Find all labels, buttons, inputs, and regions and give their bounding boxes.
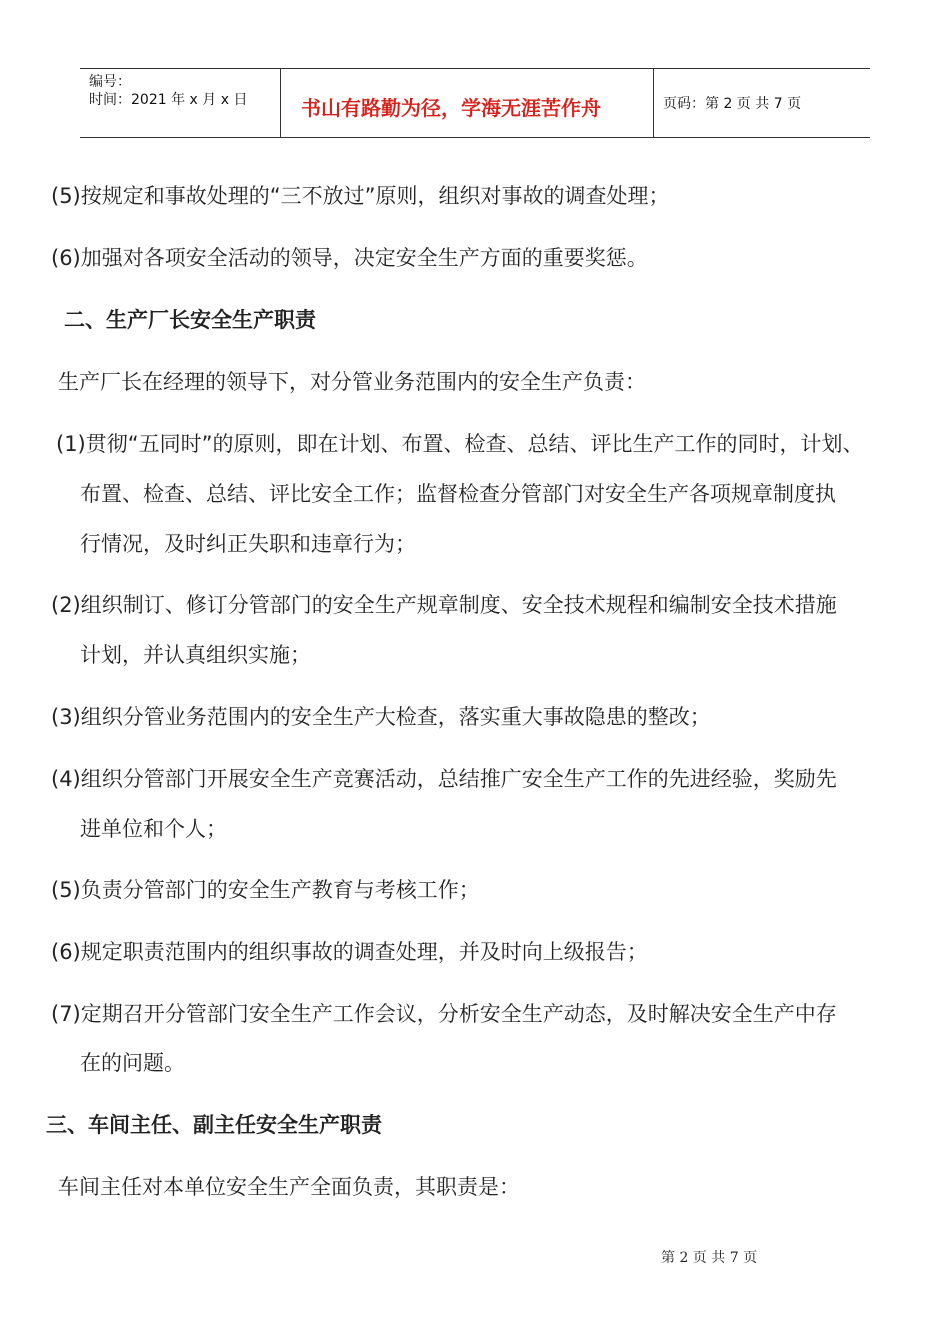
list-item-line: 布置、检查、总结、评比安全工作；监督检查分管部门对安全生产各项规章制度执 [80, 482, 836, 506]
list-item-line: (4)组织分管部门开展安全生产竞赛活动，总结推广安全生产工作的先进经验，奖励先 [51, 767, 837, 791]
list-item-line: (6)规定职责范围内的组织事故的调查处理，并及时向上级报告； [51, 940, 648, 964]
list-item-line: (3)组织分管业务范围内的安全生产大检查，落实重大事故隐患的整改； [51, 705, 711, 729]
header-meta-cell [80, 69, 281, 137]
list-item-line: (7)定期召开分管部门安全生产工作会议，分析安全生产动态，及时解决安全生产中存 [51, 1002, 837, 1026]
paragraph: 车间主任对本单位安全生产全面负责，其职责是： [58, 1175, 520, 1199]
list-item-line: 行情况，及时纠正失职和违章行为； [80, 532, 416, 556]
header-page-cell [654, 69, 870, 137]
paragraph: 生产厂长在经理的领导下，对分管业务范围内的安全生产负责： [58, 370, 646, 394]
list-item-line: 计划，并认真组织实施； [80, 643, 311, 667]
section-heading: 三、车间主任、副主任安全生产职责 [46, 1113, 382, 1137]
list-item-line: 在的问题。 [80, 1051, 185, 1075]
paragraph: (5)按规定和事故处理的“三不放过”原则，组织对事故的调查处理； [51, 184, 670, 208]
section-heading: 二、生产厂长安全生产职责 [64, 308, 316, 332]
header-page-info: 页码：第 2 页 共 7 页 [663, 96, 802, 112]
list-item-line: (1)贯彻“五同时”的原则，即在计划、布置、检查、总结、评比生产工作的同时，计划、 [56, 432, 864, 456]
list-item-line: (5)负责分管部门的安全生产教育与考核工作； [51, 878, 480, 902]
page-footer: 第 2 页 共 7 页 [661, 1250, 758, 1266]
list-item-line: 进单位和个人； [80, 817, 227, 841]
list-item-line: (2)组织制订、修订分管部门的安全生产规章制度、安全技术规程和编制安全技术措施 [51, 593, 837, 617]
page-header [80, 68, 870, 138]
document-date: 时间：2021 年 x 月 x 日 [89, 92, 248, 108]
document-number: 编号： [89, 74, 131, 90]
header-motto-cell [281, 69, 654, 137]
paragraph: (6)加强对各项安全活动的领导，决定安全生产方面的重要奖惩。 [51, 246, 648, 270]
motto: 书山有路勤为径，学海无涯苦作舟 [301, 96, 601, 120]
